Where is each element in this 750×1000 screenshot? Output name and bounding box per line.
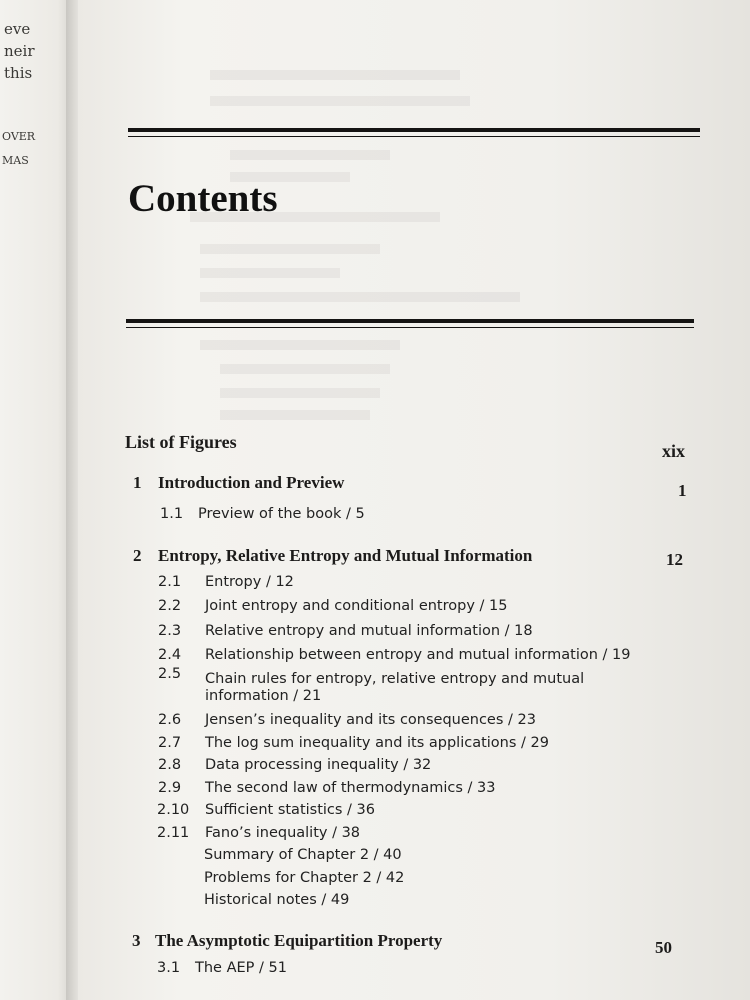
section-title[interactable]: Relative entropy and mutual information / 18 [205, 623, 533, 639]
left-page-fragment: OVER [2, 130, 36, 143]
top-rule-thin [128, 136, 700, 137]
section-number: 2.9 [158, 780, 182, 796]
section-title[interactable]: Chain rules for entropy, relative entropy and mutual [205, 671, 585, 687]
section-number: 2.1 [158, 574, 182, 590]
section-number: 2.10 [157, 802, 190, 818]
section-title[interactable]: Entropy / 12 [205, 574, 294, 590]
section-number: 2.2 [158, 598, 182, 614]
section-title[interactable]: Joint entropy and conditional entropy / 15 [205, 598, 508, 614]
bottom-rule-thick [126, 319, 694, 323]
section-number: 2.3 [158, 623, 182, 639]
section-title[interactable]: Summary of Chapter 2 / 40 [204, 847, 402, 863]
left-page-edge [0, 0, 72, 1000]
section-title-continuation[interactable]: information / 21 [205, 688, 322, 704]
section-number: 2.8 [158, 757, 182, 773]
bottom-rule-thin [126, 327, 694, 328]
left-page-fragment: neir [4, 42, 35, 60]
contents-heading: Contents [128, 177, 278, 220]
section-number: 2.4 [158, 647, 182, 663]
section-title[interactable]: The second law of thermodynamics / 33 [205, 780, 496, 796]
section-title[interactable]: Sufficient statistics / 36 [205, 802, 376, 818]
section-title[interactable]: Historical notes / 49 [204, 892, 350, 908]
chapter-page: 50 [655, 938, 672, 957]
section-title[interactable]: The log sum inequality and its applications / 29 [205, 735, 549, 751]
section-number: 2.7 [158, 735, 182, 751]
section-title[interactable]: Problems for Chapter 2 / 42 [204, 870, 405, 886]
chapter-number: 1 [133, 473, 142, 492]
chapter-title[interactable]: The Asymptotic Equipartition Property [155, 931, 443, 950]
section-title[interactable]: Relationship between entropy and mutual information / 19 [205, 647, 631, 663]
chapter-page: 12 [666, 550, 683, 569]
section-number: 3.1 [157, 960, 181, 976]
chapter-number: 3 [132, 931, 141, 950]
toc-list-of-figures-page: xix [662, 441, 686, 461]
section-title[interactable]: Fano’s inequality / 38 [205, 825, 361, 841]
left-page-fragment: this [4, 64, 33, 82]
section-number: 1.1 [160, 506, 184, 522]
section-title[interactable]: Data processing inequality / 32 [205, 757, 432, 773]
section-title[interactable]: The AEP / 51 [195, 960, 287, 976]
section-number: 2.6 [158, 712, 182, 728]
left-page-fragment: eve [4, 20, 31, 38]
section-title[interactable]: Jensen’s inequality and its consequences / 23 [205, 712, 536, 728]
section-number: 2.11 [157, 825, 190, 841]
chapter-title[interactable]: Entropy, Relative Entropy and Mutual Information [158, 546, 533, 565]
toc-list-of-figures[interactable]: List of Figures [125, 432, 237, 452]
chapter-page: 1 [678, 481, 687, 500]
contents-page [78, 0, 750, 1000]
chapter-title[interactable]: Introduction and Preview [158, 473, 345, 492]
left-page-fragment: MAS [2, 154, 29, 167]
section-number: 2.5 [158, 666, 182, 682]
chapter-number: 2 [133, 546, 142, 565]
section-title[interactable]: Preview of the book / 5 [198, 506, 365, 522]
top-rule-thick [128, 128, 700, 132]
